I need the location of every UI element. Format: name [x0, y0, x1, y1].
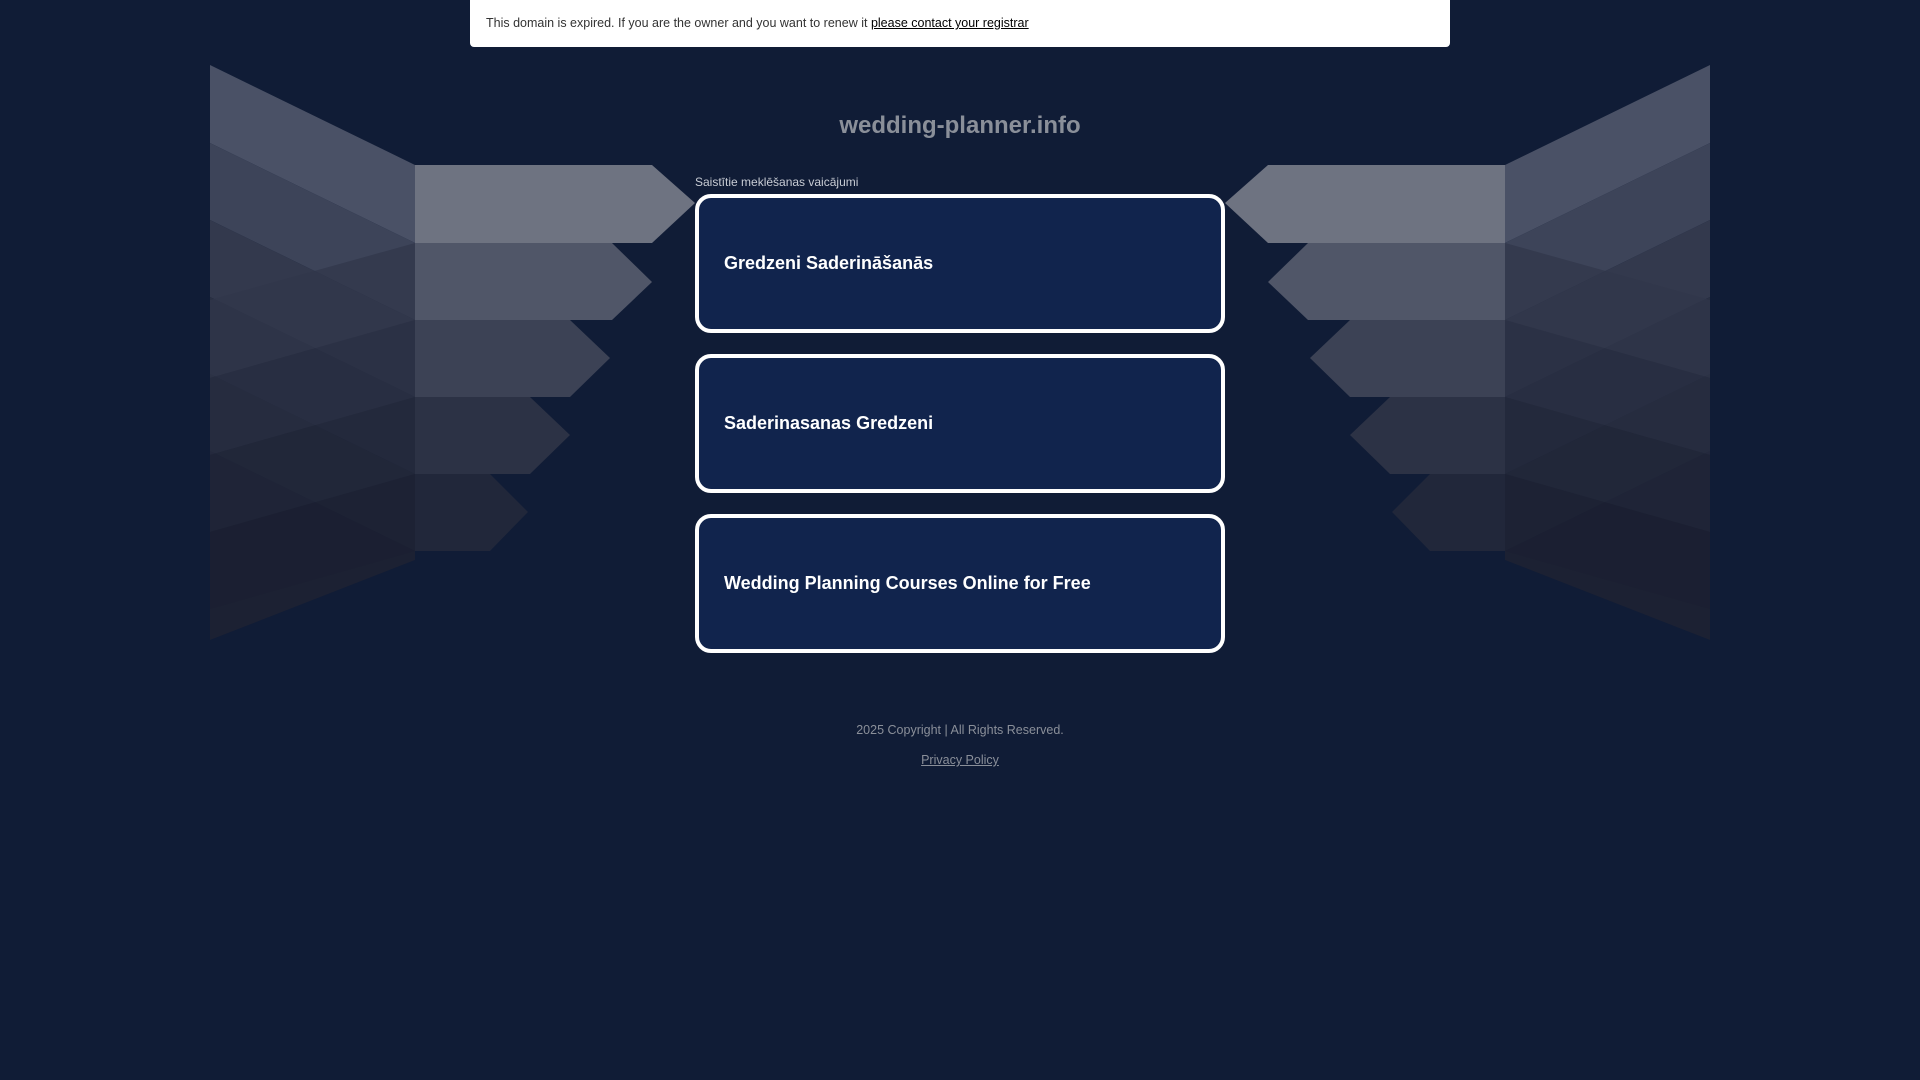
related-search-link[interactable]	[695, 514, 1225, 653]
related-search-link[interactable]	[695, 194, 1225, 333]
domain-name-title: wedding-planner.info	[839, 112, 1081, 139]
related-search-link-label: Wedding Planning Courses Online for Free	[724, 573, 1091, 593]
notice-text: This domain is expired. If you are the owner and you want to renew it	[486, 16, 868, 30]
privacy-policy-row	[0, 753, 1920, 767]
contact-registrar-link[interactable]: please contact your registrar	[870, 16, 1029, 30]
related-search-links	[695, 194, 1225, 674]
related-search-link-label: Saderinasanas Gredzeni	[724, 413, 934, 433]
related-search-link-label: Gredzeni Saderināšanās	[724, 253, 934, 273]
copyright-text: 2025 Copyright | All Rights Reserved.	[856, 723, 1064, 737]
privacy-policy-link[interactable]: Privacy Policy	[921, 753, 999, 767]
related-search-link[interactable]	[695, 354, 1225, 493]
related-searches-label: Saistītie meklēšanas vaicājumi	[695, 175, 859, 189]
